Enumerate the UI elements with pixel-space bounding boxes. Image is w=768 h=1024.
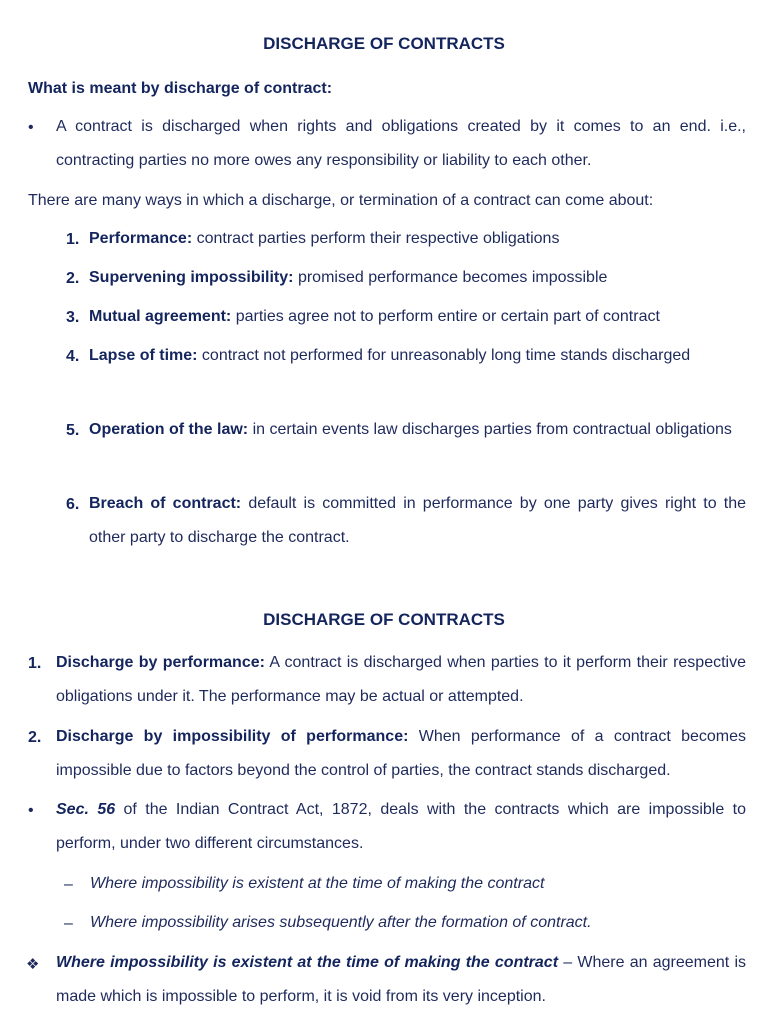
item-discharge-by-impossibility: [56, 720, 746, 788]
way-text: in certain events law discharges parties from contractual obligations: [252, 421, 732, 438]
way-label: Breach of contract:: [89, 495, 242, 512]
way-text: default is committed in performance by one party gives right to the other party to discharge the contract.: [89, 495, 746, 546]
way-label: Operation of the law:: [89, 421, 249, 438]
way-text: contract parties perform their respective obligations: [196, 230, 560, 247]
item-number: 1.: [28, 655, 42, 672]
item-text: When performance of a contract becomes impossible due to factors beyond the control of parties, the contract stands discharged.: [56, 728, 747, 779]
way-label: Performance:: [89, 230, 193, 247]
final-text: – Where an agreement is made which is impossible to perform, it is void from its very inception.: [56, 954, 746, 1005]
section-heading: What is meant by discharge of contract:: [28, 80, 333, 97]
dash-icon: –: [64, 915, 73, 932]
item-text: A contract is discharged when parties to it perform their respective obligations under it. The performance may be actual or attempted.: [56, 654, 747, 705]
way-number: 1.: [66, 231, 80, 248]
way-label: Mutual agreement:: [89, 308, 232, 325]
dash-icon: –: [64, 876, 73, 893]
section-title: DISCHARGE OF CONTRACTS: [263, 610, 505, 629]
way-item-operation-of-law: [89, 413, 746, 447]
way-number: 6.: [66, 496, 80, 513]
item-number: 2.: [28, 729, 42, 746]
circumstance-item: Where impossibility is existent at the time of making the contract: [90, 875, 545, 892]
bullet-icon: •: [28, 119, 34, 136]
item-label: Discharge by performance:: [56, 654, 265, 671]
circumstance-item: Where impossibility arises subsequently after the formation of contract.: [90, 914, 592, 931]
way-item-mutual-agreement: [89, 300, 746, 334]
sec56-label: Sec. 56: [56, 801, 116, 818]
sec56-paragraph: [56, 793, 746, 861]
way-item-performance: [89, 222, 746, 256]
ways-intro: There are many ways in which a discharge, or termination of a contract can come about:: [28, 192, 654, 209]
way-item-breach: [89, 487, 746, 555]
way-label: Supervening impossibility:: [89, 269, 294, 286]
bullet-icon: •: [28, 802, 34, 819]
way-text: parties agree not to perform entire or certain part of contract: [235, 308, 660, 325]
diamond-bullet-icon: ❖: [26, 956, 40, 973]
way-item-lapse-of-time: [89, 339, 746, 373]
way-label: Lapse of time:: [89, 347, 198, 364]
page-title: DISCHARGE OF CONTRACTS: [263, 34, 505, 53]
way-text: contract not performed for unreasonably long time stands discharged: [201, 347, 691, 364]
way-number: 5.: [66, 422, 80, 439]
way-text: promised performance becomes impossible: [297, 269, 608, 286]
item-label: Discharge by impossibility of performance:: [56, 728, 409, 745]
item-discharge-by-performance: [56, 646, 746, 714]
way-number: 2.: [66, 270, 80, 287]
way-item-impossibility: [89, 261, 746, 295]
way-number: 3.: [66, 309, 80, 326]
way-number: 4.: [66, 348, 80, 365]
sec56-text: of the Indian Contract Act, 1872, deals with the contracts which are impossible to perform, under two different circumstances.: [56, 801, 746, 852]
initial-impossibility-paragraph: [56, 946, 746, 1014]
intro-bullet-text: A contract is discharged when rights and obligations created by it comes to an end. i.e., contracting parties no more owes any responsibility or liability to each other.: [56, 118, 746, 169]
final-label: Where impossibility is existent at the time of making the contract: [56, 954, 559, 971]
